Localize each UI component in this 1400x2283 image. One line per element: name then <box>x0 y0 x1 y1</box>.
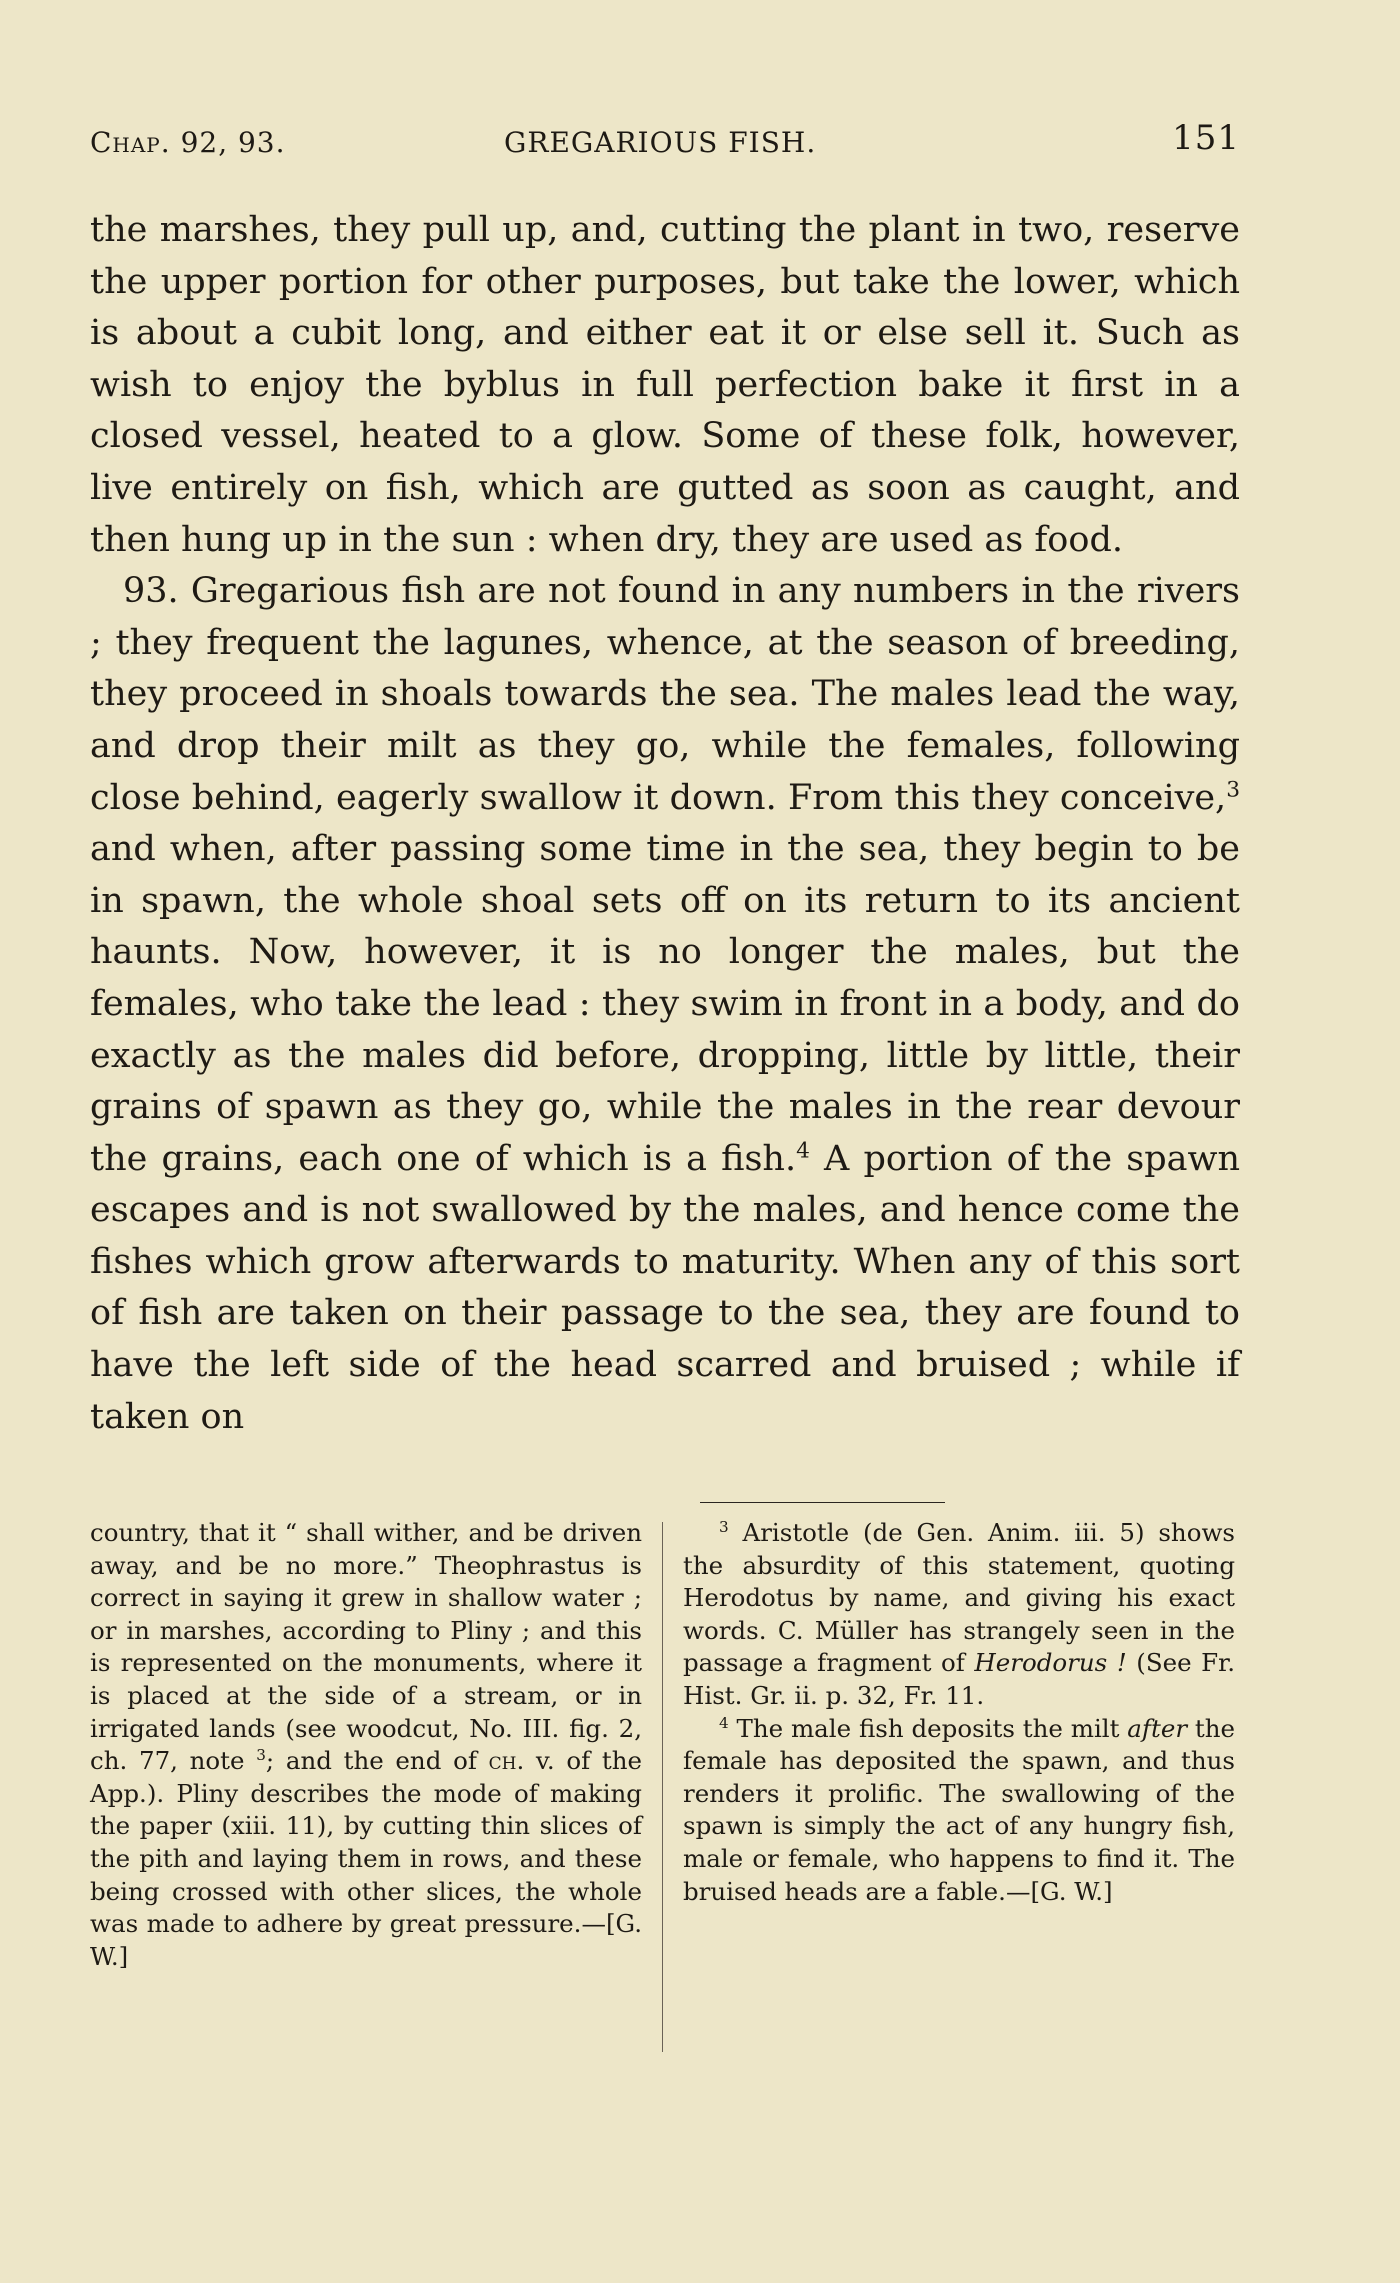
paragraph-93-part-1: 93. Gregarious fish are not found in any numbers in the rivers ; they frequent the lagunes, whence, at the season of breeding, they proceed in shoals towards the sea. The males lead the way, and drop their milt as they go, while the females, following close behind, eagerly swallow it down. From this they conceive, <box>90 571 1240 818</box>
paragraph-continued: the marshes, they pull up, and, cutting the plant in two, reserve the upper portion for other purposes, but take the lower, which is about a cubit long, and either eat it or else sell it. Such as wish to enjoy the byblus in full perfection bake it first in a closed vessel, heated to a glow. Some of these folk, however, live entirely on fish, which are gutted as soon as caught, and then hung up in the sun : when dry, they are used as food. <box>90 210 1240 560</box>
footnote-chapter-abbrev: ch. <box>488 1746 525 1776</box>
chapter-reference: Chap. 92, 93. <box>90 126 286 159</box>
footnote-ref-4: 4 <box>796 1138 810 1164</box>
paragraph-93-part-3: A portion of the spawn escapes and is not swallowed by the males, and hence come the fishes which grow afterwards to maturity. When any of this sort of fish are taken on their passage to the sea, they are found to have the left side of the head scarred and bruised ; while if taken on <box>90 1138 1241 1437</box>
footnote-3 <box>683 1517 1235 1713</box>
footnote-4-text-a: The male fish deposits the milt <box>728 1713 1128 1743</box>
footnote-4 <box>683 1713 1235 1909</box>
footnote-4-italic: after <box>1127 1713 1188 1743</box>
footnotes-right-column <box>683 1517 1235 1908</box>
footnote-continued <box>90 1517 642 1973</box>
running-title: GREGARIOUS FISH. <box>504 126 817 159</box>
paragraph-93 <box>90 566 1240 1443</box>
footnote-continued-part-2: ; and the end of <box>265 1746 489 1776</box>
footnote-3-italic: Herodorus ! <box>974 1648 1127 1678</box>
footnote-continued-part-3: v. of the App.). Pliny describes the mode of making the paper (xiii. 11), by cutting thin slices of the pith and laying them in rows, and these being crossed with other slices, the whole was made to adhere by great pressure.—[G. W.] <box>90 1746 642 1971</box>
main-text <box>90 205 1240 1443</box>
footnote-ref-3: 3 <box>1226 776 1240 802</box>
footnotes-left-column <box>90 1517 642 1973</box>
footnote-3-number: 3 <box>719 1517 729 1536</box>
running-header <box>90 118 1240 168</box>
paragraph-93-part-2: and when, after passing some time in the sea, they begin to be in spawn, the whole shoal sets off on its return to its ancient haunts. Now, however, it is no longer the males, but the females, who take the lead : they swim in front in a body, and do exactly as the males did before, dropping, little by little, their grains of spawn as they go, while the males in the rear devour the grains, each one of which is a fish. <box>90 829 1240 1179</box>
footnote-3-text-b: (See Fr. Hist. Gr. ii. p. 32, Fr. 11. <box>683 1648 1235 1710</box>
footnote-inline-ref: 3 <box>256 1746 266 1764</box>
footnote-4-number: 4 <box>719 1713 729 1732</box>
footnote-4-text-b: the female has deposited the spawn, and thus renders it prolific. The swallowing of the spawn is simply the act of any hungry fish, male or female, who happens to find it. The bruised heads are a fable.—[G. W.] <box>683 1713 1235 1906</box>
footnote-separator <box>700 1502 945 1503</box>
footnote-3-text-a: Aristotle (de Gen. Anim. iii. 5) shows the absurdity of this statement, quoting Herodotus by name, and giving his exact words. C. Müller has strangely seen in the passage a fragment of <box>683 1518 1235 1678</box>
page-number: 151 <box>1172 118 1240 158</box>
footnote-column-divider <box>662 1522 663 2052</box>
footnote-continued-part-1: country, that it “ shall wither, and be driven away, and be no more.” Theophrastus is correct in saying it grew in shallow water ; or in marshes, according to Pliny ; and this is represented on the monuments, where it is placed at the side of a stream, or in irrigated lands (see woodcut, No. III. fig. 2, ch. 77, note <box>90 1518 642 1776</box>
